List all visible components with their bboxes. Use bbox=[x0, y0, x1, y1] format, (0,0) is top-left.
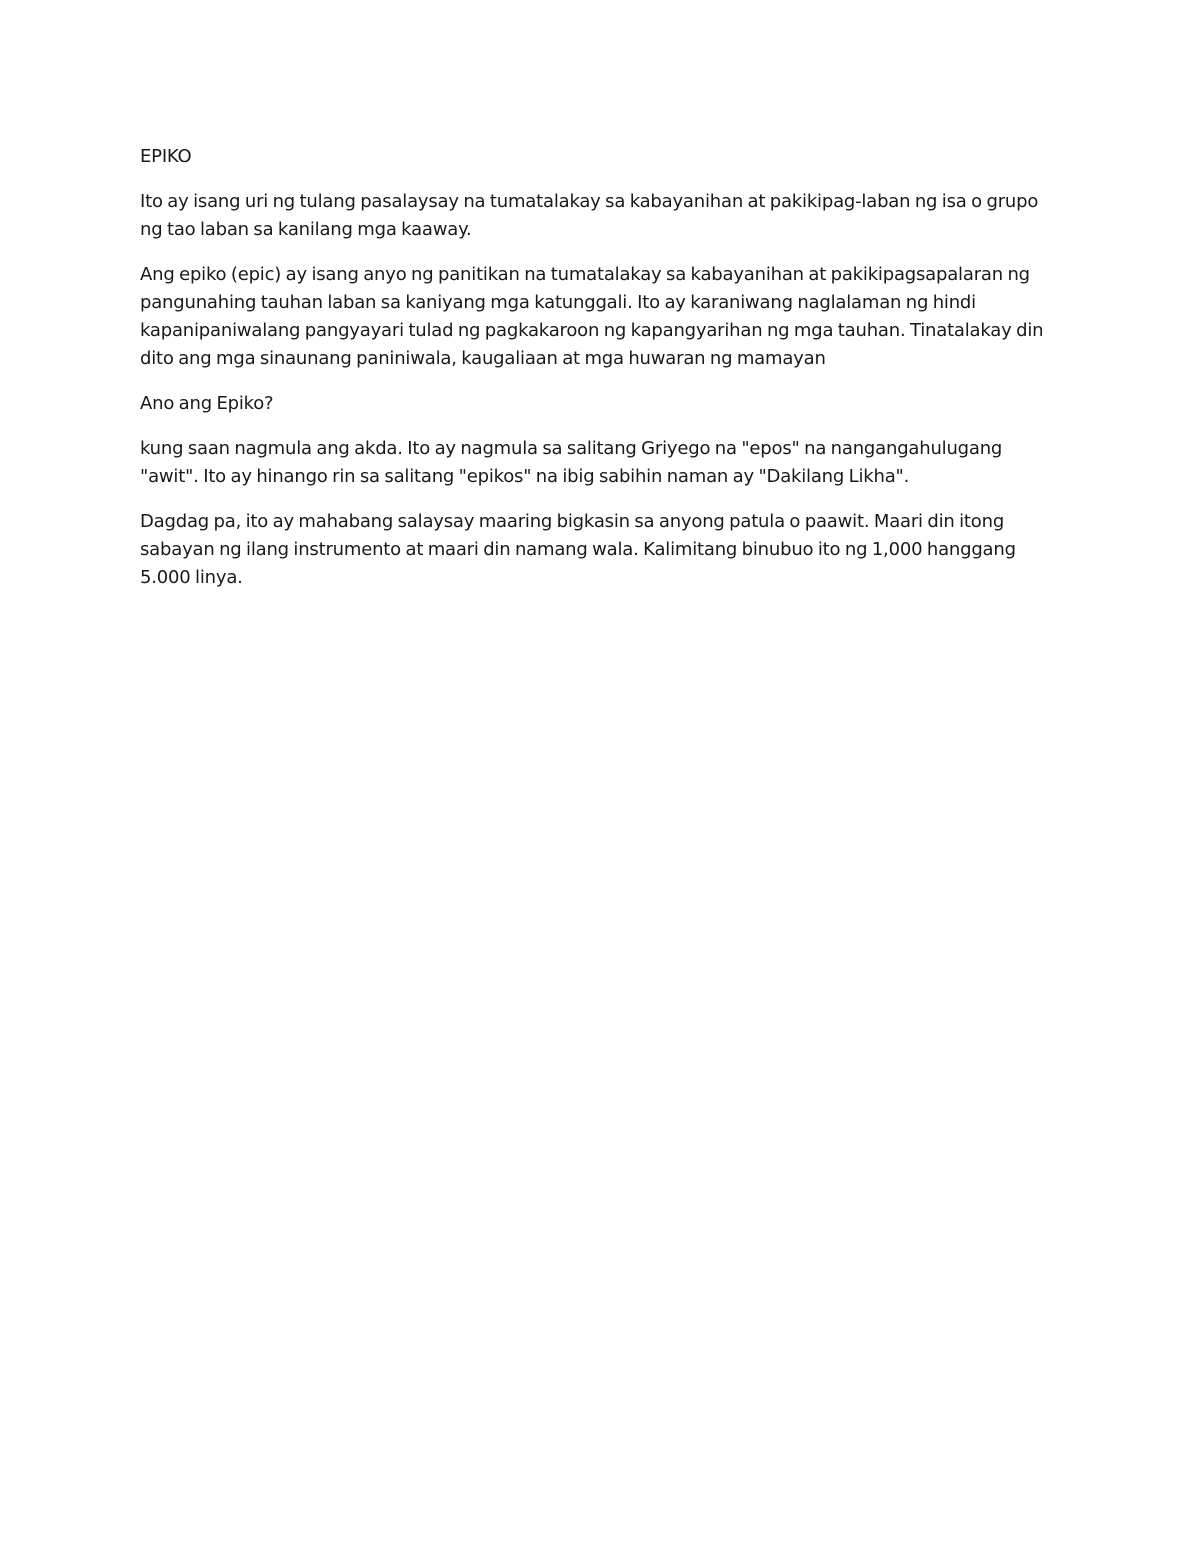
document-heading: EPIKO bbox=[140, 146, 192, 167]
paragraph-definition: Ito ay isang uri ng tulang pasalaysay na tumatalakay sa kabayanihan at pakikipag-laban ng isa o grupo ng tao laban sa kanilang mga kaaway. bbox=[140, 191, 1039, 240]
paragraph-additional: Dagdag pa, ito ay mahabang salaysay maaring bigkasin sa anyong patula o paawit. Maari din itong sabayan ng ilang instrumento at maari din namang wala. Kalimitang binubuo ito ng 1,000 hanggang 5.000 linya. bbox=[140, 511, 1016, 588]
paragraph-origin: kung saan nagmula ang akda. Ito ay nagmula sa salitang Griyego na "epos" na nangangahulugang "awit". Ito ay hinango rin sa salitang "epikos" na ibig sabihin naman ay "Dakilang Likha". bbox=[140, 438, 1003, 487]
paragraph-question: Ano ang Epiko? bbox=[140, 393, 274, 414]
paragraph-epic-description: Ang epiko (epic) ay isang anyo ng panitikan na tumatalakay sa kabayanihan at pakikipagsapalaran ng pangunahing tauhan laban sa kaniyang mga katunggali. Ito ay karaniwang naglalaman ng hindi kapanipaniwalang pangyayari tulad ng pagkakaroon ng kapangyarihan ng mga tauhan. Tinatalakay din dito ang mga sinaunang paniniwala, kaugaliaan at mga huwaran ng mamayan bbox=[140, 264, 1044, 369]
document-body bbox=[140, 143, 1060, 609]
